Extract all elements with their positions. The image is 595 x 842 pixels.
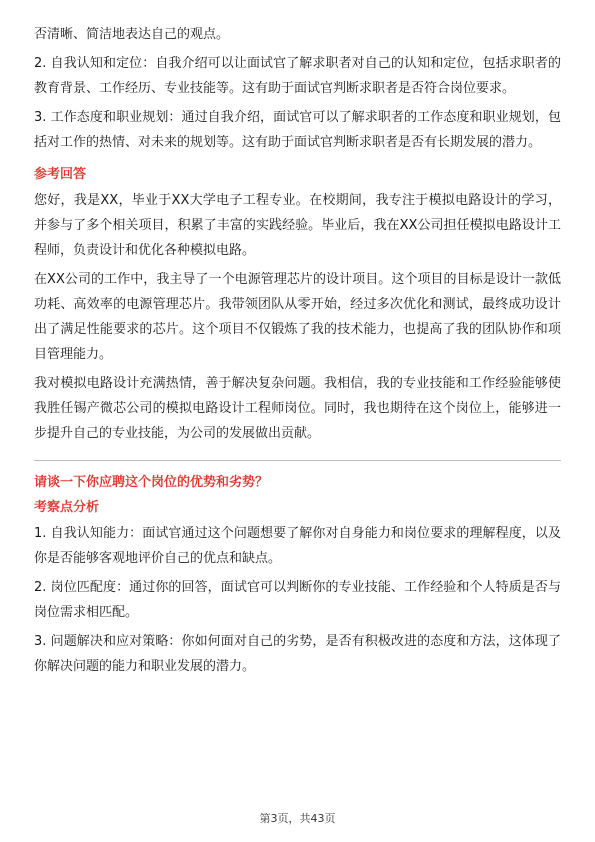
page-number-footer: 第3页，共43页	[259, 812, 336, 825]
section-divider	[34, 460, 561, 461]
reference-answer-heading: 参考回答	[34, 167, 87, 182]
reference-paragraph: 在XX公司的工作中，我主导了一个电源管理芯片的设计项目。这个项目的目标是设计一款低功耗、高效率的电源管理芯片。我带领团队从零开始，经过多次优化和测试，最终成功设计出了满足性能要求的芯片。这个项目不仅锻炼了我的技术能力，也提高了我的团队协作和项目管理能力。	[34, 272, 561, 362]
point-item: 3. 工作态度和职业规划：通过自我介绍，面试官可以了解求职者的工作态度和职业规划，包括对工作的热情、对未来的规划等。这有助于面试官判断求职者是否有长期发展的潜力。	[34, 110, 561, 150]
analysis-heading: 考察点分析	[34, 500, 100, 515]
reference-paragraph: 您好，我是XX，毕业于XX大学电子工程专业。在校期间，我专注于模拟电路设计的学习，并参与了多个相关项目，积累了丰富的实践经验。毕业后，我在XX公司担任模拟电路设计工程师，负责设计和优化各种模拟电路。	[34, 193, 561, 258]
analysis-point: 1. 自我认知能力：面试官通过这个问题想要了解你对自身能力和岗位要求的理解程度，以及你是否能够客观地评价自己的优点和缺点。	[34, 526, 561, 566]
question-heading: 请谈一下你应聘这个岗位的优势和劣势？	[34, 475, 269, 490]
analysis-point: 3. 问题解决和应对策略：你如何面对自己的劣势，是否有积极改进的态度和方法，这体现了你解决问题的能力和职业发展的潜力。	[34, 634, 561, 674]
point-item: 2. 自我认知和定位：自我介绍可以让面试官了解求职者对自己的认知和定位，包括求职者的教育背景、工作经历、专业技能等。这有助于面试官判断求职者是否符合岗位要求。	[34, 56, 561, 96]
reference-paragraph: 我对模拟电路设计充满热情，善于解决复杂问题。我相信，我的专业技能和工作经验能够使我胜任锡产微芯公司的模拟电路设计工程师岗位。同时，我也期待在这个岗位上，能够进一步提升自己的专业技能，为公司的发展做出贡献。	[34, 376, 561, 441]
intro-tail-text: 否清晰、简洁地表达自己的观点。	[34, 27, 230, 42]
analysis-point: 2. 岗位匹配度：通过你的回答，面试官可以判断你的专业技能、工作经验和个人特质是否与岗位需求相匹配。	[34, 580, 561, 620]
document-body	[34, 22, 561, 683]
